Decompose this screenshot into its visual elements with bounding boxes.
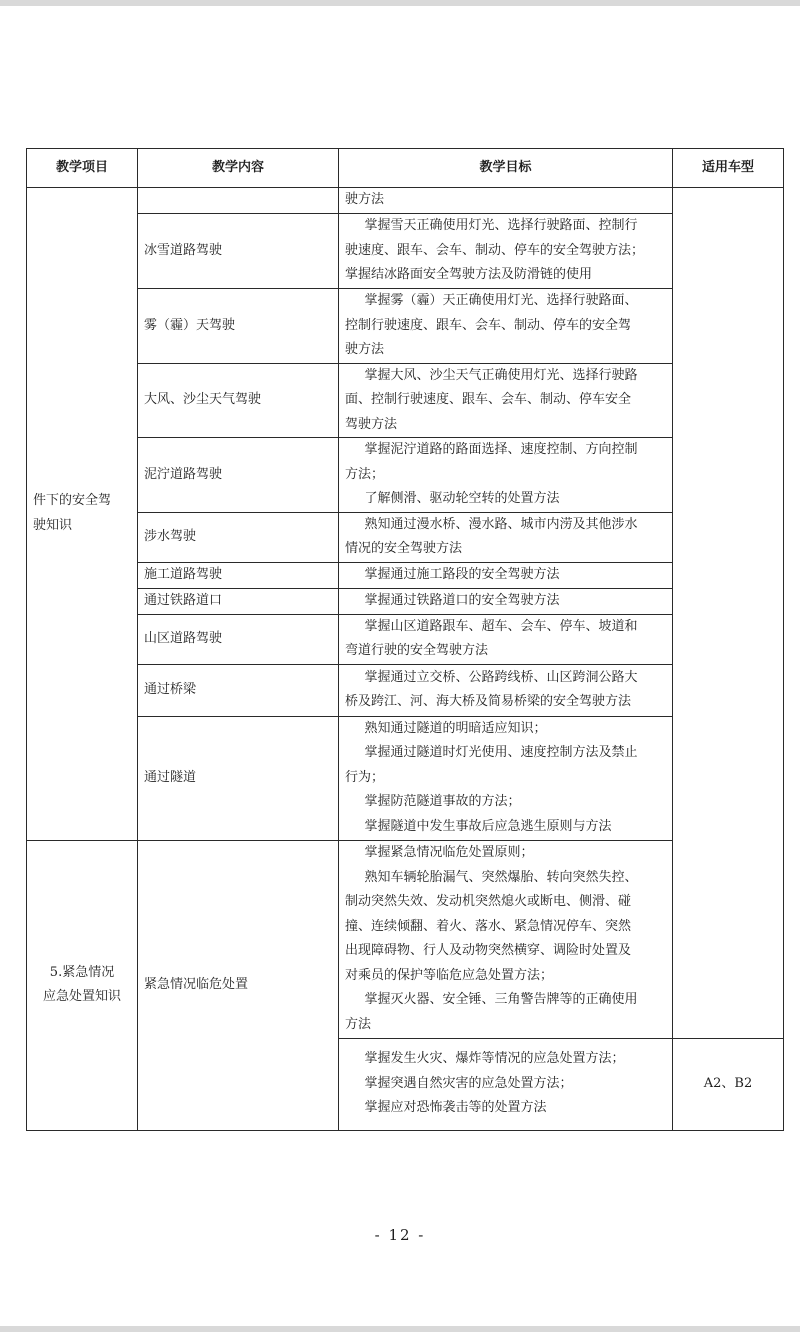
table-row bbox=[27, 588, 784, 614]
project-cell bbox=[27, 840, 138, 1130]
header-project: 教学项目 bbox=[27, 149, 138, 188]
goal-line: 制动突然失效、发动机突然熄火或断电、侧滑、碰 bbox=[345, 894, 632, 909]
goal-cell bbox=[339, 188, 673, 214]
goal-line: 熟知车辆轮胎漏气、突然爆胎、转向突然失控、 bbox=[364, 869, 638, 885]
bottom-edge-bar bbox=[0, 1326, 800, 1332]
goal-line: 行为； bbox=[345, 769, 385, 785]
goal-line: 情况的安全驾驶方法 bbox=[345, 541, 463, 556]
goal-line: 驶方法 bbox=[345, 342, 385, 357]
goal-cell bbox=[339, 588, 673, 614]
project-line: 件下的安全驾 bbox=[33, 493, 112, 509]
content-cell: 雾（霾）天驾驶 bbox=[138, 289, 339, 364]
goal-line: 出现障碍物、行人及动物突然横穿、调险时处置及 bbox=[345, 943, 632, 958]
goal-cell bbox=[339, 664, 673, 716]
goal-line: 控制行驶速度、跟车、会车、制动、停车的安全驾 bbox=[345, 317, 632, 333]
project-cell bbox=[27, 188, 138, 841]
goal-line: 掌握突遇自然灾害的应急处置方法； bbox=[364, 1075, 573, 1091]
goal-line: 掌握通过隧道时灯光使用、速度控制方法及禁止 bbox=[364, 745, 638, 761]
header-goal: 教学目标 bbox=[339, 149, 673, 188]
table-row bbox=[27, 664, 784, 716]
goal-line: 方法； bbox=[345, 466, 385, 482]
content-cell: 通过隧道 bbox=[138, 716, 339, 840]
goal-cell bbox=[339, 289, 673, 364]
table-row bbox=[27, 438, 784, 513]
goal-line: 方法 bbox=[345, 1016, 372, 1032]
goal-line: 掌握隧道中发生事故后应急逃生原则与方法 bbox=[364, 818, 612, 834]
vehicle-cell bbox=[673, 188, 784, 1039]
goal-line: 面、控制行驶速度、跟车、会车、制动、停车安全 bbox=[345, 392, 632, 407]
goal-cell bbox=[339, 614, 673, 664]
goal-line: 弯道行驶的安全驾驶方法 bbox=[345, 643, 489, 658]
header-vehicle: 适用车型 bbox=[673, 149, 784, 188]
goal-line: 掌握通过铁路道口的安全驾驶方法 bbox=[364, 592, 560, 608]
project-line: 驶知识 bbox=[33, 517, 73, 533]
table-row bbox=[27, 562, 784, 588]
content-cell bbox=[138, 188, 339, 214]
page-number: - 12 - bbox=[374, 1226, 426, 1244]
header-row bbox=[27, 149, 784, 188]
goal-cell bbox=[339, 562, 673, 588]
goal-line: 撞、连续倾翻、着火、落水、紧急情况停车、突然 bbox=[345, 918, 632, 934]
goal-cell bbox=[339, 438, 673, 513]
vehicle-cell: A2、B2 bbox=[673, 1038, 784, 1130]
goal-line: 桥及跨江、河、海大桥及简易桥梁的安全驾驶方法 bbox=[345, 694, 632, 709]
table-row bbox=[27, 716, 784, 840]
project-line: 应急处置知识 bbox=[42, 989, 121, 1004]
goal-cell bbox=[339, 840, 673, 1038]
goal-line: 熟知通过隧道的明暗适应知识； bbox=[364, 720, 547, 736]
content-cell: 泥泞道路驾驶 bbox=[138, 438, 339, 513]
content-cell: 通过桥梁 bbox=[138, 664, 339, 716]
goal-line: 掌握雪天正确使用灯光、选择行驶路面、控制行 bbox=[364, 218, 638, 234]
content-cell: 通过铁路道口 bbox=[138, 588, 339, 614]
content-cell: 涉水驾驶 bbox=[138, 512, 339, 562]
table-row bbox=[27, 840, 784, 1038]
content-cell: 大风、沙尘天气驾驶 bbox=[138, 363, 339, 438]
goal-line: 掌握大风、沙尘天气正确使用灯光、选择行驶路 bbox=[364, 367, 638, 383]
header-content: 教学内容 bbox=[138, 149, 339, 188]
goal-cell bbox=[339, 512, 673, 562]
goal-line: 掌握通过立交桥、公路跨线桥、山区跨洞公路大 bbox=[364, 669, 638, 685]
goal-line: 了解侧滑、驱动轮空转的处置方法 bbox=[364, 491, 560, 506]
goal-line: 掌握结冰路面安全驾驶方法及防滑链的使用 bbox=[345, 267, 593, 283]
content-cell: 冰雪道路驾驶 bbox=[138, 214, 339, 289]
goal-line: 对乘员的保护等临危应急处置方法； bbox=[345, 967, 554, 983]
goal-line: 驶方法 bbox=[345, 192, 385, 208]
table-row bbox=[27, 188, 784, 214]
goal-cell bbox=[339, 363, 673, 438]
goal-line: 掌握通过施工路段的安全驾驶方法 bbox=[364, 566, 560, 582]
table-row bbox=[27, 214, 784, 289]
goal-line: 掌握应对恐怖袭击等的处置方法 bbox=[364, 1100, 547, 1116]
goal-line: 掌握灭火器、安全锤、三角警告牌等的正确使用 bbox=[364, 992, 638, 1007]
goal-cell bbox=[339, 1038, 673, 1130]
goal-line: 掌握防范隧道事故的方法； bbox=[364, 794, 521, 810]
goal-line: 掌握山区道路跟车、超车、会车、停车、坡道和 bbox=[364, 618, 638, 634]
table-row bbox=[27, 512, 784, 562]
table-row bbox=[27, 289, 784, 364]
table-row bbox=[27, 614, 784, 664]
goal-cell bbox=[339, 214, 673, 289]
goal-line: 驶速度、跟车、会车、制动、停车的安全驾驶方法； bbox=[345, 242, 645, 258]
goal-line: 掌握发生火灾、爆炸等情况的应急处置方法； bbox=[364, 1051, 625, 1067]
content-cell: 山区道路驾驶 bbox=[138, 614, 339, 664]
goal-line: 掌握雾（霾）天正确使用灯光、选择行驶路面、 bbox=[364, 293, 638, 308]
content-cell: 施工道路驾驶 bbox=[138, 562, 339, 588]
goal-line: 驾驶方法 bbox=[345, 416, 398, 432]
table-row bbox=[27, 363, 784, 438]
goal-cell bbox=[339, 716, 673, 840]
project-line: 5.紧急情况 bbox=[49, 964, 115, 980]
teaching-table bbox=[26, 148, 784, 1131]
goal-line: 掌握泥泞道路的路面选择、速度控制、方向控制 bbox=[364, 442, 638, 457]
content-cell: 紧急情况临危处置 bbox=[138, 840, 339, 1130]
goal-line: 熟知通过漫水桥、漫水路、城市内涝及其他涉水 bbox=[364, 516, 638, 532]
goal-line: 掌握紧急情况临危处置原则； bbox=[364, 845, 534, 860]
top-edge-bar bbox=[0, 0, 800, 6]
